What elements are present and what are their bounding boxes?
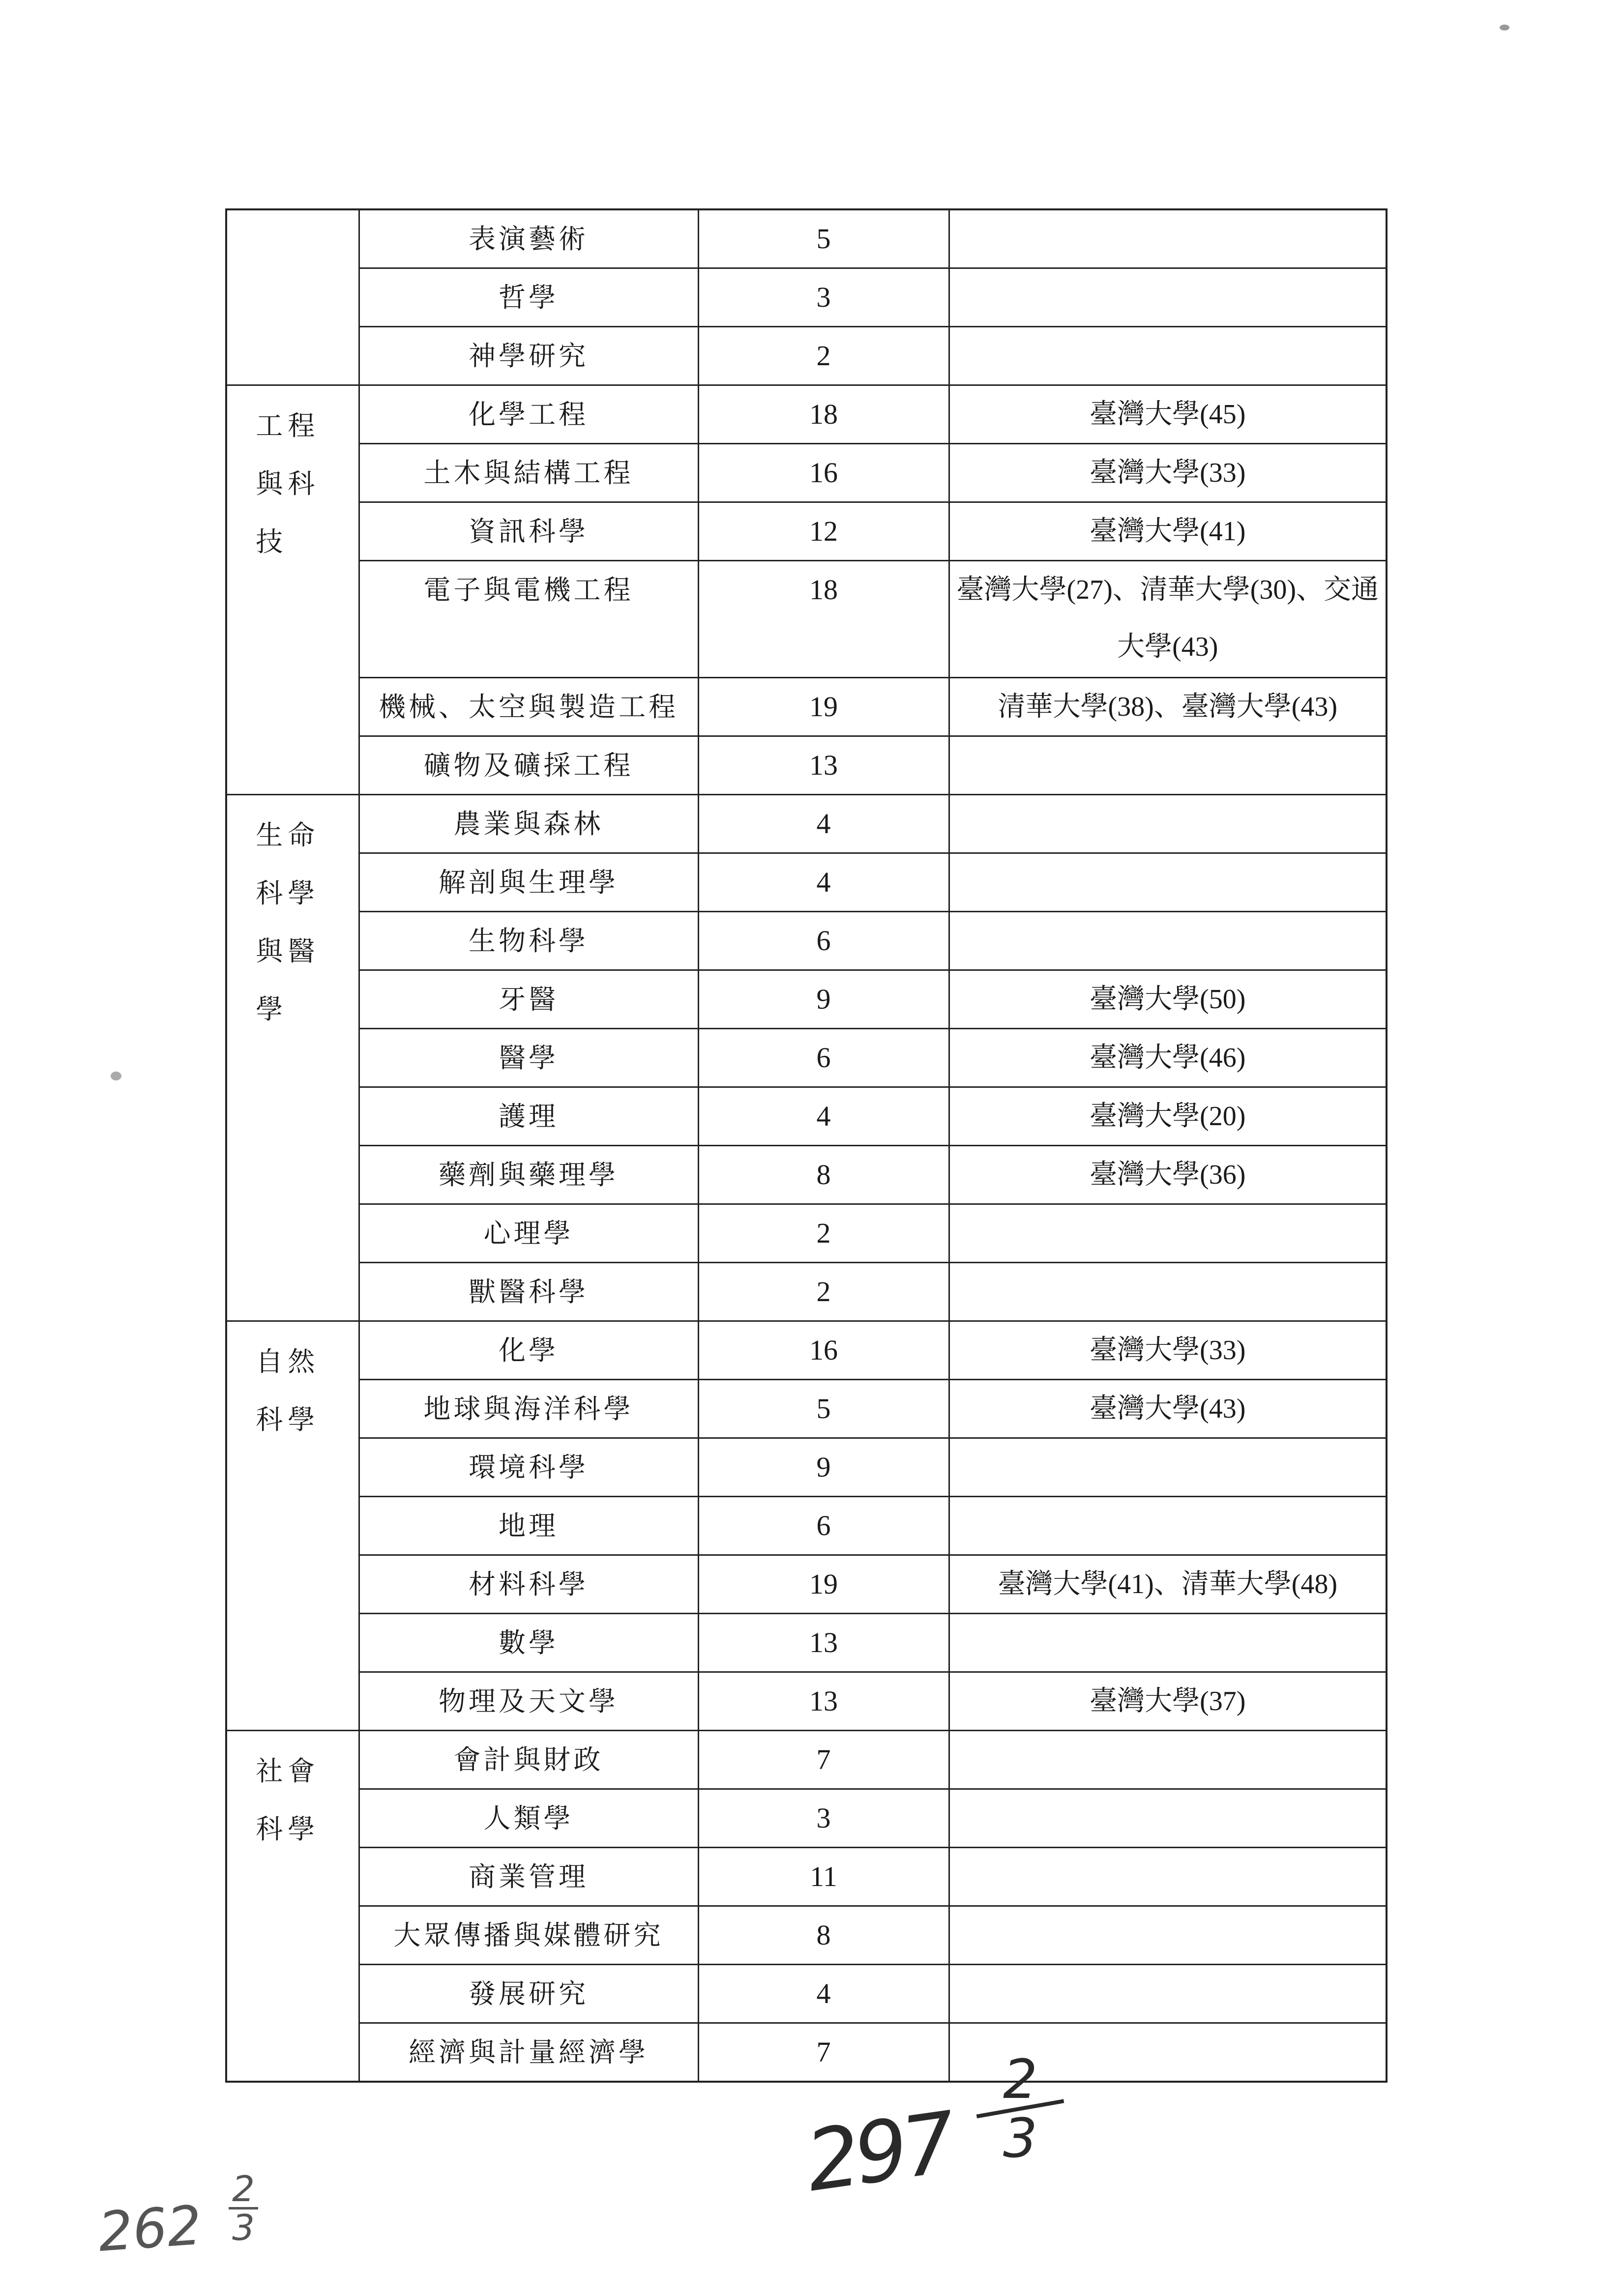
count-cell: 19 [698, 678, 949, 736]
table-row [226, 1263, 1387, 1321]
subject-cell: 解剖與生理學 [359, 853, 698, 912]
count-cell: 6 [698, 1029, 949, 1087]
table-row [226, 268, 1387, 327]
count-cell: 18 [698, 385, 949, 444]
subject-cell: 商業管理 [359, 1848, 698, 1906]
subject-cell: 藥劑與藥理學 [359, 1146, 698, 1204]
subject-cell: 機械、太空與製造工程 [359, 678, 698, 736]
fraction-denominator: 3 [1003, 2107, 1037, 2170]
category-cell-natural-science: 自然科學 [226, 1321, 359, 1731]
ranking-cell: 臺灣大學(33) [949, 1321, 1387, 1380]
ranking-cell: 臺灣大學(37) [949, 1672, 1387, 1731]
table-row [226, 970, 1387, 1029]
ranking-cell [949, 1848, 1387, 1906]
subject-cell: 化學工程 [359, 385, 698, 444]
handwritten-page-fraction [976, 2048, 1064, 2170]
table-row [226, 1146, 1387, 1204]
count-cell: 5 [698, 209, 949, 268]
count-cell: 16 [698, 444, 949, 502]
ranking-cell [949, 1906, 1387, 1965]
table-row [226, 1438, 1387, 1497]
handwritten-old-page-number: 262 [96, 2193, 204, 2264]
table-row [226, 502, 1387, 561]
category-cell-engineering: 工程與科技 [226, 385, 359, 795]
table-row [226, 385, 1387, 444]
ranking-cell: 臺灣大學(33) [949, 444, 1387, 502]
subject-cell: 發展研究 [359, 1965, 698, 2023]
subject-cell: 醫學 [359, 1029, 698, 1087]
table-row [226, 1321, 1387, 1380]
table-row [226, 1672, 1387, 1731]
ranking-cell: 臺灣大學(20) [949, 1087, 1387, 1146]
category-cell-social-science: 社會科學 [226, 1731, 359, 2082]
table-row [226, 1204, 1387, 1263]
table-row [226, 912, 1387, 970]
count-cell: 8 [698, 1906, 949, 1965]
ranking-cell: 臺灣大學(43) [949, 1380, 1387, 1438]
subject-cell: 土木與結構工程 [359, 444, 698, 502]
table-row [226, 209, 1387, 268]
fraction-numerator: 2 [232, 2168, 255, 2209]
count-cell: 18 [698, 561, 949, 678]
table-row [226, 1555, 1387, 1614]
scan-speck [1500, 25, 1509, 30]
ranking-cell [949, 853, 1387, 912]
subject-cell: 人類學 [359, 1789, 698, 1848]
table-row [226, 1029, 1387, 1087]
ranking-cell: 臺灣大學(41)、清華大學(48) [949, 1555, 1387, 1614]
count-cell: 8 [698, 1146, 949, 1204]
subject-cell: 心理學 [359, 1204, 698, 1263]
subject-cell: 電子與電機工程 [359, 561, 698, 678]
count-cell: 7 [698, 2023, 949, 2082]
handwritten-page-number: 297 [800, 2094, 957, 2211]
subject-cell: 資訊科學 [359, 502, 698, 561]
table-row [226, 2023, 1387, 2082]
subject-cell: 會計與財政 [359, 1731, 698, 1789]
ranking-cell: 臺灣大學(46) [949, 1029, 1387, 1087]
count-cell: 7 [698, 1731, 949, 1789]
subject-cell: 數學 [359, 1614, 698, 1672]
count-cell: 4 [698, 853, 949, 912]
count-cell: 4 [698, 1087, 949, 1146]
table-row [226, 327, 1387, 385]
subject-cell: 地理 [359, 1497, 698, 1555]
subject-cell: 物理及天文學 [359, 1672, 698, 1731]
table-row [226, 1848, 1387, 1906]
handwritten-old-page-fraction [229, 2168, 258, 2248]
ranking-cell [949, 1789, 1387, 1848]
table-row [226, 1380, 1387, 1438]
count-cell: 2 [698, 1204, 949, 1263]
subject-cell: 大眾傳播與媒體研究 [359, 1906, 698, 1965]
ranking-cell [949, 1263, 1387, 1321]
ranking-cell: 臺灣大學(36) [949, 1146, 1387, 1204]
count-cell: 16 [698, 1321, 949, 1380]
ranking-cell [949, 912, 1387, 970]
count-cell: 6 [698, 912, 949, 970]
count-cell: 9 [698, 970, 949, 1029]
subject-cell: 地球與海洋科學 [359, 1380, 698, 1438]
subject-cell: 化學 [359, 1321, 698, 1380]
ranking-cell [949, 736, 1387, 795]
ranking-cell: 臺灣大學(27)、清華大學(30)、交通大學(43) [949, 561, 1387, 678]
subject-cell: 生物科學 [359, 912, 698, 970]
ranking-cell [949, 1965, 1387, 2023]
ranking-cell [949, 327, 1387, 385]
ranking-cell: 臺灣大學(45) [949, 385, 1387, 444]
category-cell-arts [226, 209, 359, 385]
count-cell: 12 [698, 502, 949, 561]
count-cell: 13 [698, 1614, 949, 1672]
table-row [226, 444, 1387, 502]
table-row [226, 1087, 1387, 1146]
count-cell: 4 [698, 795, 949, 853]
ranking-cell [949, 1614, 1387, 1672]
subject-cell: 經濟與計量經濟學 [359, 2023, 698, 2082]
table-row [226, 1965, 1387, 2023]
count-cell: 6 [698, 1497, 949, 1555]
ranking-cell [949, 795, 1387, 853]
count-cell: 19 [698, 1555, 949, 1614]
table-row [226, 1789, 1387, 1848]
table-row [226, 1906, 1387, 1965]
ranking-cell [949, 1497, 1387, 1555]
subject-cell: 礦物及礦採工程 [359, 736, 698, 795]
table-row [226, 736, 1387, 795]
count-cell: 13 [698, 1672, 949, 1731]
count-cell: 4 [698, 1965, 949, 2023]
subject-ranking-table [225, 208, 1388, 2083]
subject-cell: 護理 [359, 1087, 698, 1146]
subject-cell: 牙醫 [359, 970, 698, 1029]
table-row [226, 1497, 1387, 1555]
ranking-cell [949, 1438, 1387, 1497]
table-row [226, 1614, 1387, 1672]
subject-cell: 農業與森林 [359, 795, 698, 853]
ranking-cell [949, 268, 1387, 327]
scan-speck [111, 1072, 121, 1080]
table-row [226, 795, 1387, 853]
ranking-cell [949, 1731, 1387, 1789]
subject-cell: 哲學 [359, 268, 698, 327]
fraction-numerator: 2 [1003, 2048, 1037, 2111]
table-row [226, 853, 1387, 912]
count-cell: 3 [698, 1789, 949, 1848]
subject-cell: 獸醫科學 [359, 1263, 698, 1321]
ranking-cell [949, 209, 1387, 268]
ranking-cell: 清華大學(38)、臺灣大學(43) [949, 678, 1387, 736]
count-cell: 2 [698, 327, 949, 385]
table-row [226, 678, 1387, 736]
count-cell: 11 [698, 1848, 949, 1906]
subject-cell: 環境科學 [359, 1438, 698, 1497]
count-cell: 9 [698, 1438, 949, 1497]
subject-cell: 神學研究 [359, 327, 698, 385]
subject-cell: 材料科學 [359, 1555, 698, 1614]
table-row [226, 561, 1387, 678]
count-cell: 2 [698, 1263, 949, 1321]
count-cell: 13 [698, 736, 949, 795]
ranking-cell: 臺灣大學(50) [949, 970, 1387, 1029]
subject-cell: 表演藝術 [359, 209, 698, 268]
table-row [226, 1731, 1387, 1789]
category-cell-life-science: 生命科學與醫學 [226, 795, 359, 1321]
count-cell: 5 [698, 1380, 949, 1438]
fraction-denominator: 3 [232, 2207, 255, 2248]
count-cell: 3 [698, 268, 949, 327]
ranking-cell [949, 1204, 1387, 1263]
ranking-cell: 臺灣大學(41) [949, 502, 1387, 561]
